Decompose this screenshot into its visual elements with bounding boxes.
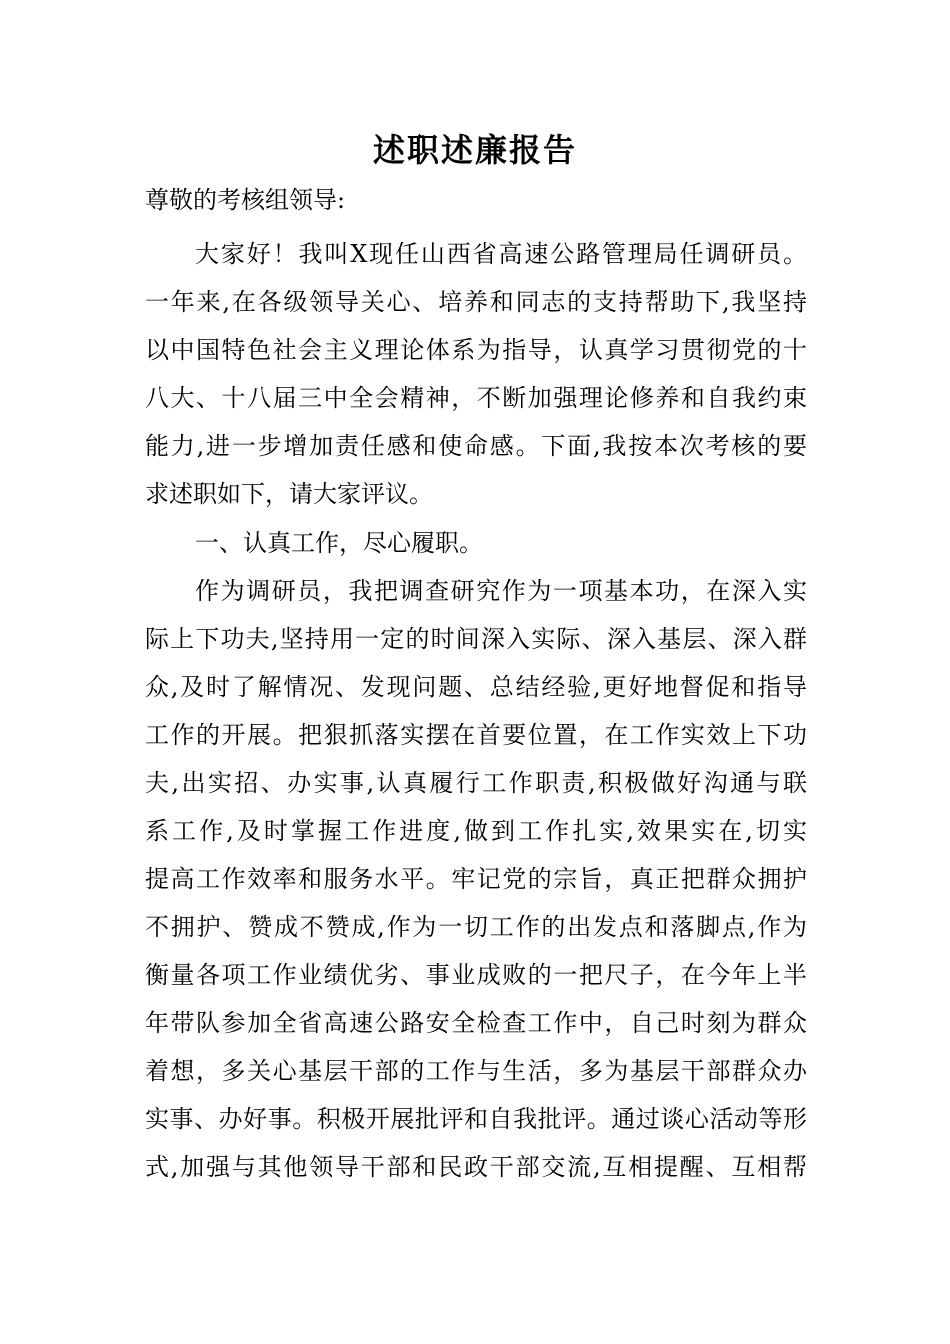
paragraph-line: 际上下功夫,坚持用一定的时间深入实际、深入基层、深入群	[145, 625, 807, 653]
paragraph-line: 年带队参加全省高速公路安全检查工作中，自己时刻为群众	[145, 1009, 807, 1037]
paragraph-line: 不拥护、赞成不赞成,作为一切工作的出发点和落脚点,作为	[145, 913, 807, 941]
paragraph-line: 众,及时了解情况、发现问题、总结经验,更好地督促和指导	[145, 673, 807, 701]
paragraph-line: 作为调研员，我把调查研究作为一项基本功，在深入实	[195, 577, 807, 605]
paragraph-line: 工作的开展。把狠抓落实摆在首要位置，在工作实效上下功	[145, 721, 807, 749]
paragraph-line: 实事、办好事。积极开展批评和自我批评。通过谈心活动等形	[145, 1105, 807, 1133]
paragraph-line: 八大、十八届三中全会精神，不断加强理论修养和自我约束	[145, 384, 807, 412]
document-title: 述职述廉报告	[372, 131, 577, 169]
salutation: 尊敬的考核组领导:	[145, 186, 346, 214]
paragraph-line: 夫,出实招、办实事,认真履行工作职责,积极做好沟通与联	[145, 769, 807, 797]
paragraph-line: 一年来,在各级领导关心、培养和同志的支持帮助下,我坚持	[145, 288, 807, 316]
paragraph-line: 以中国特色社会主义理论体系为指导，认真学习贯彻党的十	[145, 336, 807, 364]
paragraph-line: 系工作,及时掌握工作进度,做到工作扎实,效果实在,切实	[145, 817, 807, 845]
section-heading: 一、认真工作，尽心履职。	[195, 529, 483, 557]
paragraph-line: 大家好！我叫X现任山西省高速公路管理局任调研员。	[195, 240, 807, 268]
paragraph-line: 衡量各项工作业绩优劣、事业成败的一把尺子，在今年上半	[145, 961, 807, 989]
paragraph-line: 着想，多关心基层干部的工作与生活，多为基层干部群众办	[145, 1057, 807, 1085]
paragraph-line: 式,加强与其他领导干部和民政干部交流,互相提醒、互相帮	[145, 1153, 807, 1181]
paragraph-line: 能力,进一步增加责任感和使命感。下面,我按本次考核的要	[145, 432, 807, 460]
paragraph-line: 提高工作效率和服务水平。牢记党的宗旨，真正把群众拥护	[145, 865, 807, 893]
paragraph-line: 求述职如下，请大家评议。	[145, 480, 433, 508]
